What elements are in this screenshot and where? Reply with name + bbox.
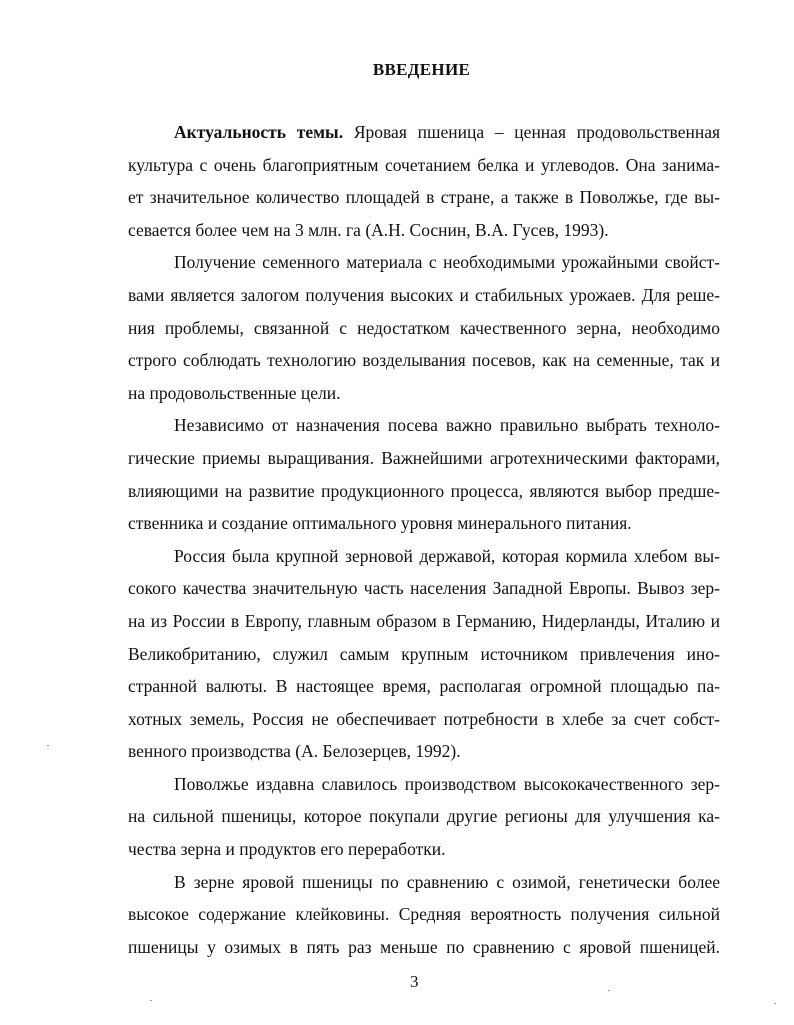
text-line: Поволжье издавна славилось производством высококачественного зер- [174, 773, 720, 794]
text-line: Получение семенного материала с необходимыми урожайными свойст- [174, 252, 720, 273]
text-line: севается более чем на 3 млн. га (А.Н. Соснин, В.А. Гусев, 1993). [128, 219, 609, 240]
paragraph [128, 540, 720, 768]
text-line: влияющими на развитие продукционного процесса, являются выбор предше- [128, 480, 720, 501]
text-line: вами является залогом получения высоких и стабильных урожаев. Для реше- [128, 284, 720, 305]
paragraph [128, 409, 720, 539]
text-line: Россия была крупной зерновой державой, которая кормила хлебом вы- [174, 545, 720, 566]
text-line: гические приемы выращивания. Важнейшими агротехническими факторами, [128, 447, 720, 468]
paragraph [128, 246, 720, 409]
text-line: пшеницы у озимых в пять раз меньше по сравнению с яровой пшеницей. [128, 936, 720, 957]
paragraph [128, 768, 720, 866]
text-line: странной валюты. В настоящее время, располагая огромной площадью па- [128, 676, 720, 697]
line-text: Яровая пшеница – ценная продовольственная [343, 122, 721, 142]
text-line: на сильной пшеницы, которое покупали другие регионы для улучшения ка- [128, 806, 720, 827]
scan-speck [774, 1003, 776, 1004]
body-text [128, 116, 720, 963]
text-line: на продовольственные цели. [128, 382, 341, 403]
text-line: венного производства (А. Белозерцев, 1992). [128, 741, 461, 762]
text-line: строго соблюдать технологию возделывания посевов, как на семенные, так и [128, 350, 720, 371]
text-line: сокого качества значительную часть населения Западной Европы. Вывоз зер- [128, 578, 720, 599]
text-line: Независимо от назначения посева важно правильно выбрать техноло- [174, 415, 720, 436]
text-line: ственника и создание оптимального уровня минерального питания. [128, 513, 632, 534]
scan-speck [150, 1000, 152, 1001]
text-line: на из России в Европу, главным образом в Германию, Нидерланды, Италию и [128, 610, 720, 631]
text-line: чества зерна и продуктов его переработки. [128, 839, 446, 860]
paragraph [128, 866, 720, 964]
paragraph [128, 116, 720, 246]
scan-speck [608, 990, 610, 991]
text-line: ет значительное количество площадей в стране, а также в Поволжье, где вы- [128, 187, 720, 208]
page-title: ВВЕДЕНИЕ [372, 60, 471, 79]
text-line: высокое содержание клейковины. Средняя вероятность получения сильной [128, 904, 720, 925]
text-line: В зерне яровой пшеницы по сравнению с озимой, генетически более [174, 871, 720, 892]
text-line: Великобританию, служил самым крупным источником привлечения ино- [128, 643, 720, 664]
text-line: культура с очень благоприятным сочетанием белка и углеводов. Она занима- [128, 154, 720, 175]
page-number: 3 [410, 972, 419, 991]
scan-speck [47, 745, 49, 746]
bold-lead-phrase: Актуальность темы. [174, 122, 344, 142]
text-line [128, 116, 720, 149]
text-line: хотных земель, Россия не обеспечивает потребности в хлебе за счет собст- [128, 708, 720, 729]
text-line: ния проблемы, связанной с недостатком качественного зерна, необходимо [128, 317, 720, 338]
